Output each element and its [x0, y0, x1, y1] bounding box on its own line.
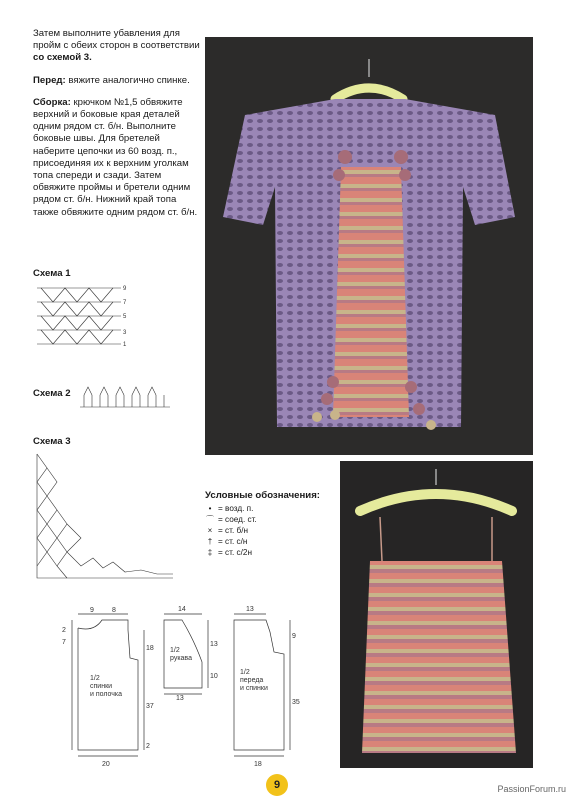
cardigan-illustration	[205, 37, 533, 455]
top-pattern-bottom: 18	[254, 761, 262, 768]
top-pattern-right-b: 35	[292, 699, 300, 706]
photo-cardigan	[205, 37, 533, 455]
body-left-b: 7	[62, 639, 66, 646]
s1-row-1: 1	[123, 342, 127, 348]
instructions-text	[33, 28, 201, 229]
legend-label-chain: = возд. п.	[218, 504, 254, 513]
watermark: PassionForum.ru	[497, 784, 566, 794]
top-pattern-label-1: 1/2	[240, 669, 250, 676]
slip-stitch-icon: ⌒	[206, 515, 214, 524]
body-right-c: 2	[146, 743, 150, 750]
schema-2-diagram	[78, 383, 178, 411]
legend-item-tr	[205, 547, 335, 558]
legend-item-dc	[205, 536, 335, 547]
schema-1-diagram	[33, 282, 138, 352]
sleeve-bottom: 13	[176, 695, 184, 700]
top-pattern-right-a: 9	[292, 633, 296, 640]
legend	[205, 490, 335, 558]
legend-label-sc: = ст. б/н	[218, 526, 249, 535]
photo-top	[340, 461, 533, 768]
schema-3-diagram	[33, 450, 183, 585]
body-label-1: 1/2	[90, 675, 100, 682]
sleeve-right-a: 13	[210, 641, 218, 648]
p2-bold: Перед:	[33, 74, 66, 86]
s1-row-3: 3	[123, 330, 127, 336]
legend-label-slip: = соед. ст.	[218, 515, 257, 524]
legend-label-tr: = ст. с/2н	[218, 548, 252, 557]
legend-item-chain	[205, 503, 335, 514]
paragraph-3	[33, 97, 201, 219]
s1-row-5: 5	[123, 314, 127, 320]
body-label-3: и полочка	[90, 691, 123, 698]
body-left-a: 2	[62, 627, 66, 634]
p1-bold: со схемой 3.	[33, 52, 92, 64]
s1-row-7: 7	[123, 300, 127, 306]
sleeve-label-2: рукава	[170, 655, 192, 662]
body-right-a: 18	[146, 645, 154, 652]
body-right-b: 37	[146, 703, 154, 710]
top-pattern-top: 13	[246, 606, 254, 613]
page-number: 9	[266, 774, 288, 796]
legend-item-sc	[205, 525, 335, 536]
p3-bold: Сборка:	[33, 96, 71, 108]
treble-crochet-icon: ‡	[207, 548, 213, 557]
p2-text: вяжите аналогично спинке.	[65, 74, 190, 86]
schema-2-label: Схема 2	[33, 388, 71, 399]
chain-stitch-icon: •	[208, 504, 212, 513]
s1-row-9: 9	[123, 286, 127, 292]
paragraph-2	[33, 75, 201, 87]
paragraph-1	[33, 28, 201, 65]
p3-text: крючком №1,5 обвяжите верхний и боковые края деталей одним рядом ст. б/н. Выполните боковые швы. Для бретелей наберите цепочки из 60 возд. п., присоединяя их к верхним уголкам топа спереди и сзади. Затем обвяжите проймы и бретели одним рядом ст. б/н. Нижний край топа также обвяжите одним рядом ст. б/н.	[33, 96, 198, 218]
schema-1-label: Схема 1	[33, 268, 71, 279]
body-label-2: спинки	[90, 683, 113, 690]
pattern-body	[58, 600, 158, 772]
sleeve-top: 14	[178, 606, 186, 613]
body-bottom: 20	[102, 761, 110, 768]
body-top-b: 8	[112, 607, 116, 614]
pattern-top	[226, 600, 316, 770]
p1-text: Затем выполните убавления для пройм с обеих сторон в соответствии	[33, 28, 200, 52]
legend-label-dc: = ст. с/н	[218, 537, 248, 546]
pattern-sleeve	[158, 600, 218, 700]
double-crochet-icon: †	[207, 537, 213, 546]
top-illustration	[340, 461, 533, 768]
sleeve-label-1: 1/2	[170, 647, 180, 654]
legend-item-slip	[205, 514, 335, 525]
top-pattern-label-2: переда	[240, 677, 264, 684]
top-pattern-label-3: и спинки	[240, 685, 268, 692]
single-crochet-icon: ×	[207, 526, 213, 535]
schema-3-label: Схема 3	[33, 436, 71, 447]
sleeve-right-b: 10	[210, 673, 218, 680]
legend-title: Условные обозначения:	[205, 490, 320, 501]
body-top-a: 9	[90, 607, 94, 614]
